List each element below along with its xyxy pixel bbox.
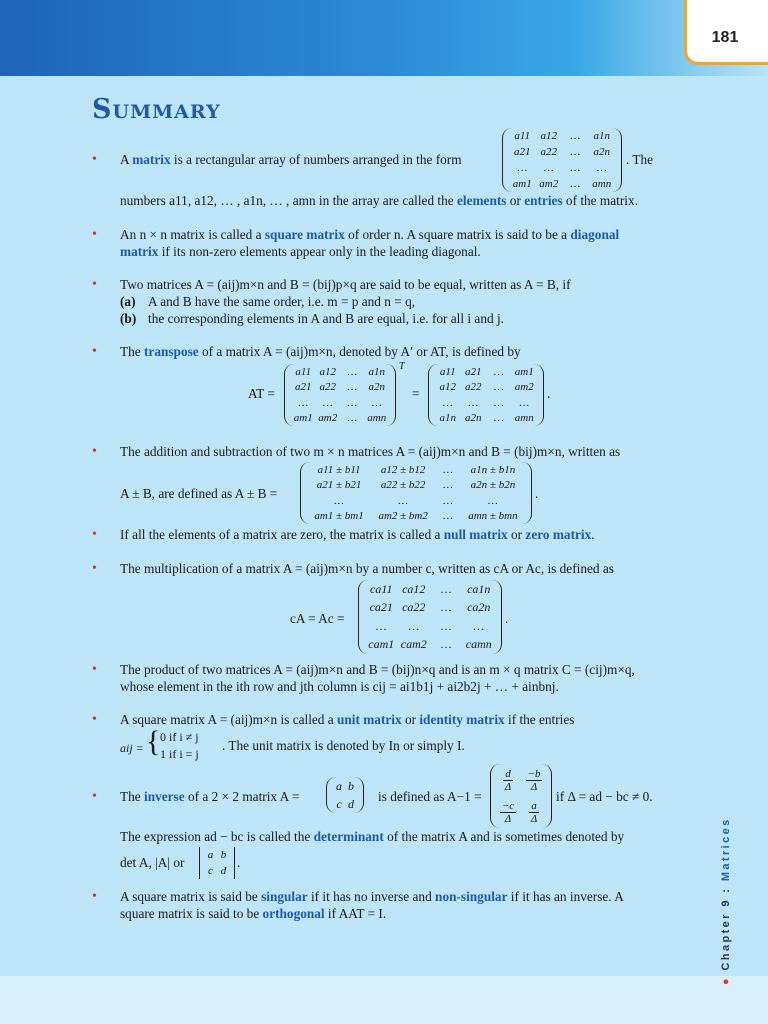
bullet: • — [92, 444, 97, 459]
bullet-dot: ● — [720, 970, 732, 985]
term-zero-matrix: zero matrix — [525, 527, 592, 542]
equal-a-text: A and B have the same order, i.e. m = p and n = q, — [148, 294, 416, 309]
transpose-end: . — [547, 386, 551, 401]
bullet: • — [92, 152, 97, 167]
transpose-matrix-left: a11 a12 … a1n a21 a22 … a2n … … … … am1 am2 … amn — [284, 364, 396, 426]
bullet: • — [92, 561, 97, 576]
scalar-line1: The multiplication of a matrix A = (aij)m×n by a number c, written as cA or Ac, is defined as — [120, 561, 614, 576]
term-identity-matrix: identity matrix — [419, 712, 505, 727]
unit-case2: 1 if i = j — [160, 747, 199, 761]
transpose-line1: The transpose of a matrix A = (aij)m×n, denoted by A′ or AT, is defined by — [120, 344, 521, 359]
bullet: • — [92, 789, 97, 804]
term-singular: singular — [261, 889, 308, 904]
transpose-matrix-right: a11 a21 … am1 a12 a22 … am2 … … … … a1n a2n … amn — [428, 364, 544, 426]
term-entries: entries — [524, 193, 563, 208]
header-banner — [0, 0, 768, 76]
transpose-lhs: AT = — [248, 386, 275, 401]
singular-line1: A square matrix is said be singular if it has no inverse and non-singular if it has an inverse. A — [120, 889, 624, 904]
addition-line1: The addition and subtraction of two m × n matrices A = (aij)m×n and B = (bij)m×n, written as — [120, 444, 621, 459]
scalar-lhs: cA = Ac = — [290, 611, 345, 626]
term-null-matrix: null matrix — [443, 527, 508, 542]
bullet: • — [92, 889, 97, 904]
inverse-matrix-result: $\frac{d}{\Delta}$ $\frac{-b}{\Delta}$ $\frac{-c}{\Delta}$ $\frac{a}{\Delta}$ — [490, 764, 552, 828]
term-matrix: matrix — [132, 152, 171, 167]
bullet: • — [92, 227, 97, 242]
term-determinant: determinant — [313, 829, 384, 844]
equal-line1: Two matrices A = (aij)m×n and B = (bij)p×q are said to be equal, written as A = B, if — [120, 277, 571, 292]
page-title: Summary — [92, 94, 221, 125]
scalar-end: . — [505, 611, 509, 626]
unit-line1: A square matrix A = (aij)m×n is called a unit matrix or identity matrix if the entries — [120, 712, 575, 727]
transpose-sup: T — [399, 361, 405, 372]
equal-a-label: (a) — [120, 294, 136, 309]
page-number: 181 — [711, 29, 739, 46]
inverse-text1: The inverse of a 2 × 2 matrix A = — [120, 789, 300, 804]
product-line1: The product of two matrices A = (aij)m×n and B = (bij)n×q and is an m × q matrix C = (cij)m×q, — [120, 662, 635, 677]
square-line2: matrix if its non-zero elements appear only in the leading diagonal. — [120, 244, 481, 259]
addition-end: . — [535, 486, 539, 501]
transpose-eq: = — [412, 386, 420, 401]
term-diagonal: diagonal — [570, 227, 620, 242]
matrix-line2: numbers a11, a12, … , a1n, … , amn in the array are called the elements or entries of the matrix. — [120, 193, 638, 208]
side-label-chapter: Chapter 9 : — [720, 886, 732, 971]
inverse-text3: if Δ = ad − bc ≠ 0. — [556, 789, 653, 804]
term-square-matrix: square matrix — [264, 227, 345, 242]
bullet: • — [92, 712, 97, 727]
inverse-text2: is defined as A−1 = — [378, 789, 482, 804]
matrix-line1-end: . The — [626, 152, 654, 167]
unit-case1: 0 if i ≠ j — [160, 730, 199, 744]
term-non-singular: non-singular — [435, 889, 508, 904]
unit-aij: aij = — [120, 741, 144, 755]
square-line1: An n × n matrix is called a square matrix of order n. A square matrix is said to be a diagonal — [120, 227, 620, 242]
determinant-line2: det A, |A| or — [120, 855, 185, 870]
determinant-line1: The expression ad − bc is called the determinant of the matrix A and is sometimes denoted by — [120, 829, 625, 844]
scalar-matrix: ca11 ca12 … ca1n ca21 ca22 … ca2n … … … … cam1 cam2 … camn — [358, 580, 502, 654]
term-elements: elements — [456, 193, 507, 208]
term-orthogonal: orthogonal — [262, 906, 325, 921]
bullet: • — [92, 527, 97, 542]
equal-b-text: the corresponding elements in A and B are equal, i.e. for all i and j. — [148, 311, 504, 326]
bullet: • — [92, 277, 97, 292]
determinant-bars: a b c d — [199, 847, 235, 879]
footer-band — [0, 976, 768, 1024]
term-diagonal-matrix: matrix — [120, 244, 159, 259]
addition-matrix: a11 ± b11 a12 ± b12 … a1n ± b1n a21 ± b21 a22 ± b22 … a2n ± b2n … … … … am1 ± bm1 am2 ± bm2 … amn ± bmn — [300, 462, 532, 524]
unit-line2: . The unit matrix is denoted by In or simply I. — [222, 738, 465, 753]
inverse-matrix-a: a b c d — [326, 777, 364, 813]
term-unit-matrix: unit matrix — [336, 712, 402, 727]
term-transpose: transpose — [144, 344, 199, 359]
bullet: • — [92, 344, 97, 359]
unit-brace: { — [146, 725, 161, 758]
term-inverse: inverse — [144, 789, 185, 804]
singular-line2: square matrix is said to be orthogonal if AAT = I. — [120, 906, 387, 921]
determinant-end: . — [237, 855, 241, 870]
chapter-side-label — [720, 817, 732, 985]
product-line2: whose element in the ith row and jth column is cij = ai1b1j + ai2b2j + … + ainbnj. — [120, 679, 559, 694]
side-label-topic: Matrices — [720, 817, 732, 882]
equal-b-label: (b) — [120, 311, 137, 326]
null-line: If all the elements of a matrix are zero, the matrix is called a null matrix or zero matrix. — [120, 527, 595, 542]
addition-line2: A ± B, are defined as A ± B = — [120, 486, 278, 501]
bullet: • — [92, 662, 97, 677]
matrix-line1: A matrix is a rectangular array of numbers arranged in the form — [120, 152, 462, 167]
general-matrix: a11 a12 … a1n a21 a22 … a2n … … … … am1 am2 … amn — [502, 128, 622, 192]
